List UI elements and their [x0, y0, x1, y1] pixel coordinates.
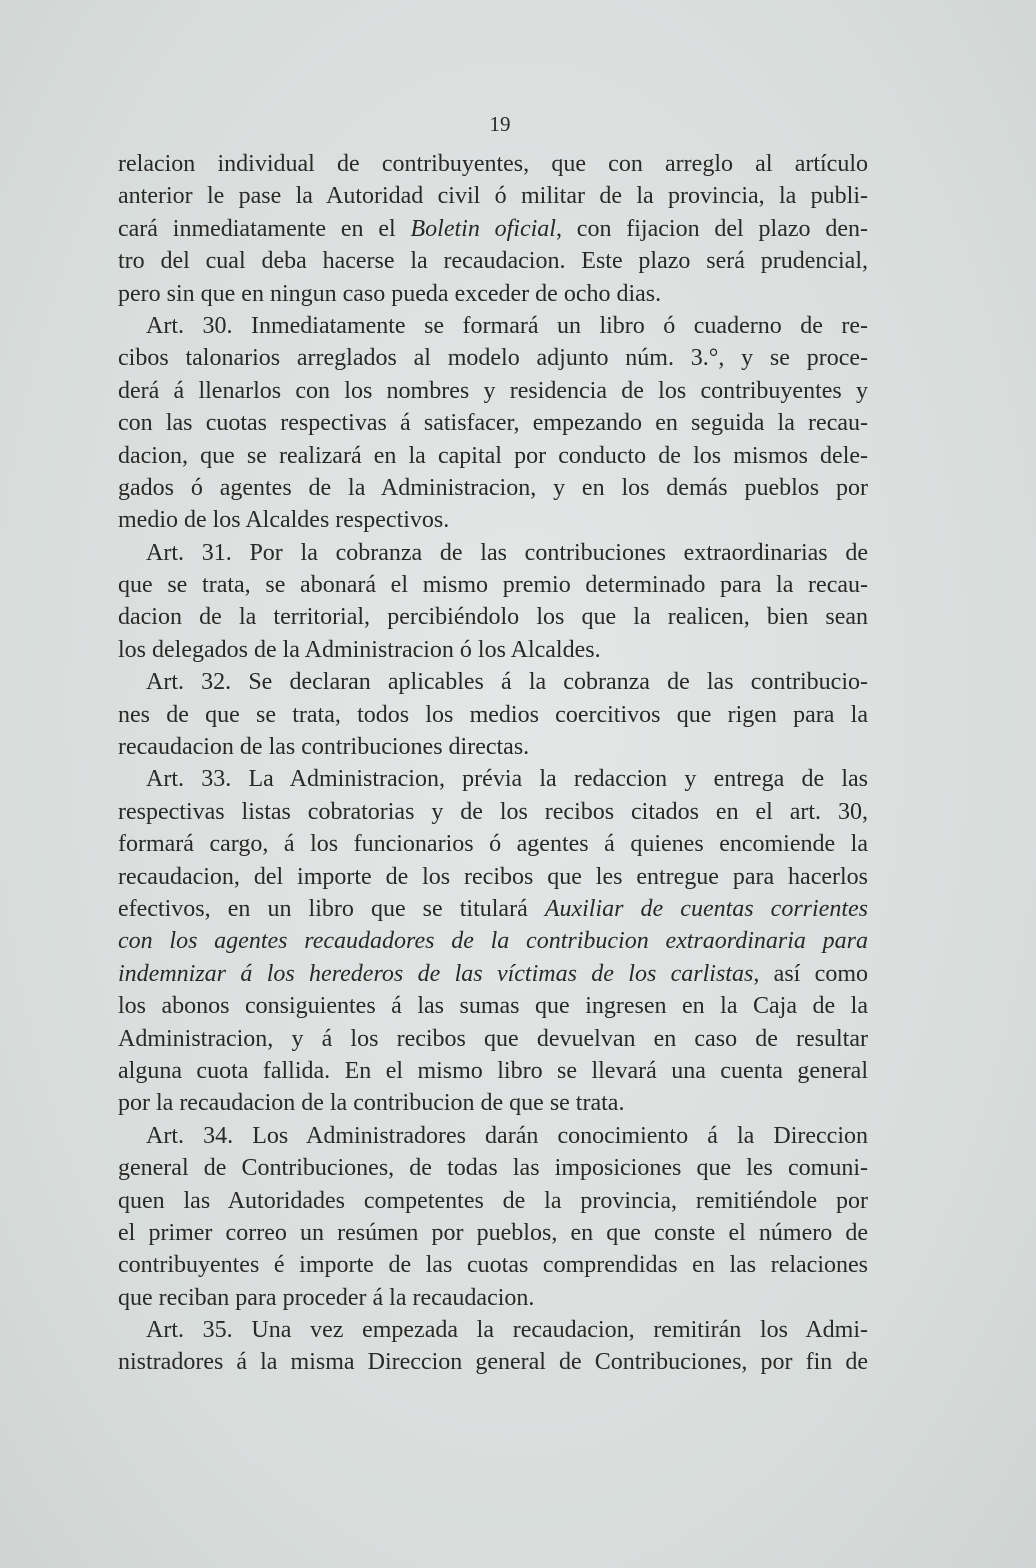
- text-line: [118, 440, 868, 472]
- text-segment: tro del cual deba hacerse la recaudacion. Este plazo será prudencial,: [118, 248, 868, 275]
- text-segment: quen las Autoridades competentes de la provincia, remitiéndole por: [118, 1187, 868, 1214]
- text-segment: los abonos consiguientes á las sumas que ingresen en la Caja de la: [118, 993, 868, 1020]
- text-line: [118, 1346, 868, 1378]
- text-segment: recaudacion de las contribuciones directas.: [118, 734, 530, 761]
- text-segment: medio de los Alcaldes respectivos.: [118, 507, 450, 534]
- text-segment: Art. 35.: [146, 1317, 252, 1344]
- text-segment: cibos talonarios arreglados al modelo adjunto núm. 3.°, y se proce-: [118, 345, 868, 372]
- text-segment: gados ó agentes de la Administracion, y en los demás pueblos por: [118, 474, 868, 501]
- text-segment: respectivas listas cobratorias y de los recibos citados en el art. 30,: [118, 798, 868, 825]
- text-segment: Art. 31.: [146, 539, 250, 566]
- text-line: [118, 925, 868, 957]
- text-line: [118, 601, 868, 633]
- text-line: [118, 278, 868, 310]
- text-line: [118, 310, 868, 342]
- text-segment: cará inmediatamente en el: [118, 215, 411, 242]
- text-line: [118, 569, 868, 601]
- text-segment: Una vez empezada la recaudacion, remitirán los Admi-: [251, 1317, 869, 1344]
- text-segment: general de Contribuciones, de todas las imposiciones que les comuni-: [118, 1155, 868, 1182]
- text-line: [118, 342, 868, 374]
- text-line: [118, 245, 868, 277]
- text-segment: Art. 30.: [146, 312, 251, 339]
- text-segment: formará cargo, á los funcionarios ó agentes á quienes encomiende la: [118, 831, 868, 858]
- text-line: [118, 893, 868, 925]
- text-line: [118, 990, 868, 1022]
- text-segment: Por la cobranza de las contribuciones extraordinarias de: [249, 539, 868, 566]
- text-line: [118, 537, 868, 569]
- text-line: [118, 666, 868, 698]
- text-segment: derá á llenarlos con los nombres y residencia de los contribuyentes y: [118, 377, 868, 404]
- text-segment: , así como: [753, 960, 868, 987]
- text-segment: dacion, que se realizará en la capital por conducto de los mismos dele-: [118, 442, 868, 469]
- italic-text: Auxiliar de cuentas corrientes: [544, 895, 868, 922]
- text-line: [118, 828, 868, 860]
- text-line: [118, 213, 868, 245]
- text-segment: Se declaran aplicables á la cobranza de las contribucio-: [248, 669, 868, 696]
- text-segment: con las cuotas respectivas á satisfacer, empezando en seguida la recau-: [118, 410, 868, 437]
- text-segment: alguna cuota fallida. En el mismo libro se llevará una cuenta general: [118, 1057, 868, 1084]
- body-text: [118, 148, 868, 1379]
- text-segment: Art. 34.: [146, 1122, 253, 1149]
- text-line: [118, 1120, 868, 1152]
- text-line: [118, 699, 868, 731]
- text-segment: el primer correo un resúmen por pueblos, en que conste el número de: [118, 1219, 868, 1246]
- italic-text: Boletin oficial: [410, 215, 556, 242]
- text-line: [118, 1282, 868, 1314]
- text-segment: por la recaudacion de la contribucion de que se trata.: [118, 1090, 625, 1117]
- text-line: [118, 796, 868, 828]
- text-segment: que se trata, se abonará el mismo premio determinado para la recau-: [118, 572, 868, 599]
- text-segment: que reciban para proceder á la recaudacion.: [118, 1284, 535, 1311]
- text-line: [118, 1185, 868, 1217]
- text-segment: , con fijacion del plazo den-: [555, 215, 868, 242]
- text-segment: recaudacion, del importe de los recibos que les entregue para hacerlos: [118, 863, 868, 890]
- text-segment: Administracion, y á los recibos que devuelvan en caso de resultar: [118, 1025, 868, 1052]
- text-line: [118, 861, 868, 893]
- text-line: [118, 1249, 868, 1281]
- text-segment: dacion de la territorial, percibiéndolo los que la realicen, bien sean: [118, 604, 868, 631]
- italic-text: indemnizar á los herederos de las víctimas de los carlistas: [118, 960, 754, 987]
- text-segment: contribuyentes é importe de las cuotas comprendidas en las relaciones: [118, 1252, 868, 1279]
- text-segment: Art. 33.: [146, 766, 249, 793]
- text-line: [118, 958, 868, 990]
- text-line: [118, 1087, 868, 1119]
- text-segment: los delegados de la Administracion ó los Alcaldes.: [118, 636, 601, 663]
- text-segment: nistradores á la misma Direccion general de Contribuciones, por fin de: [118, 1349, 868, 1376]
- italic-text: con los agentes recaudadores de la contribucion extraordinaria para: [118, 928, 868, 955]
- text-segment: anterior le pase la Autoridad civil ó militar de la provincia, la publi-: [118, 183, 868, 210]
- text-segment: efectivos, en un libro que se titulará: [118, 895, 545, 922]
- text-line: [118, 148, 868, 180]
- page-number: 19: [489, 112, 511, 136]
- text-segment: La Administracion, prévia la redaccion y entrega de las: [248, 766, 868, 793]
- text-segment: Los Administradores darán conocimiento á la Direccion: [252, 1122, 868, 1149]
- text-line: [118, 1314, 868, 1346]
- text-line: [118, 407, 868, 439]
- text-segment: Art. 32.: [146, 669, 249, 696]
- text-line: [118, 763, 868, 795]
- text-segment: pero sin que en ningun caso pueda exceder de ocho dias.: [118, 280, 662, 307]
- text-segment: relacion individual de contribuyentes, que con arreglo al artículo: [118, 151, 868, 177]
- text-segment: nes de que se trata, todos los medios coercitivos que rigen para la: [118, 701, 868, 728]
- text-line: [118, 472, 868, 504]
- text-line: [118, 1217, 868, 1249]
- text-line: [118, 1023, 868, 1055]
- text-line: [118, 180, 868, 212]
- text-line: [118, 504, 868, 536]
- text-line: [118, 634, 868, 666]
- text-line: [118, 375, 868, 407]
- text-line: [118, 1152, 868, 1184]
- text-line: [118, 731, 868, 763]
- text-line: [118, 1055, 868, 1087]
- text-segment: Inmediatamente se formará un libro ó cuaderno de re-: [250, 312, 868, 339]
